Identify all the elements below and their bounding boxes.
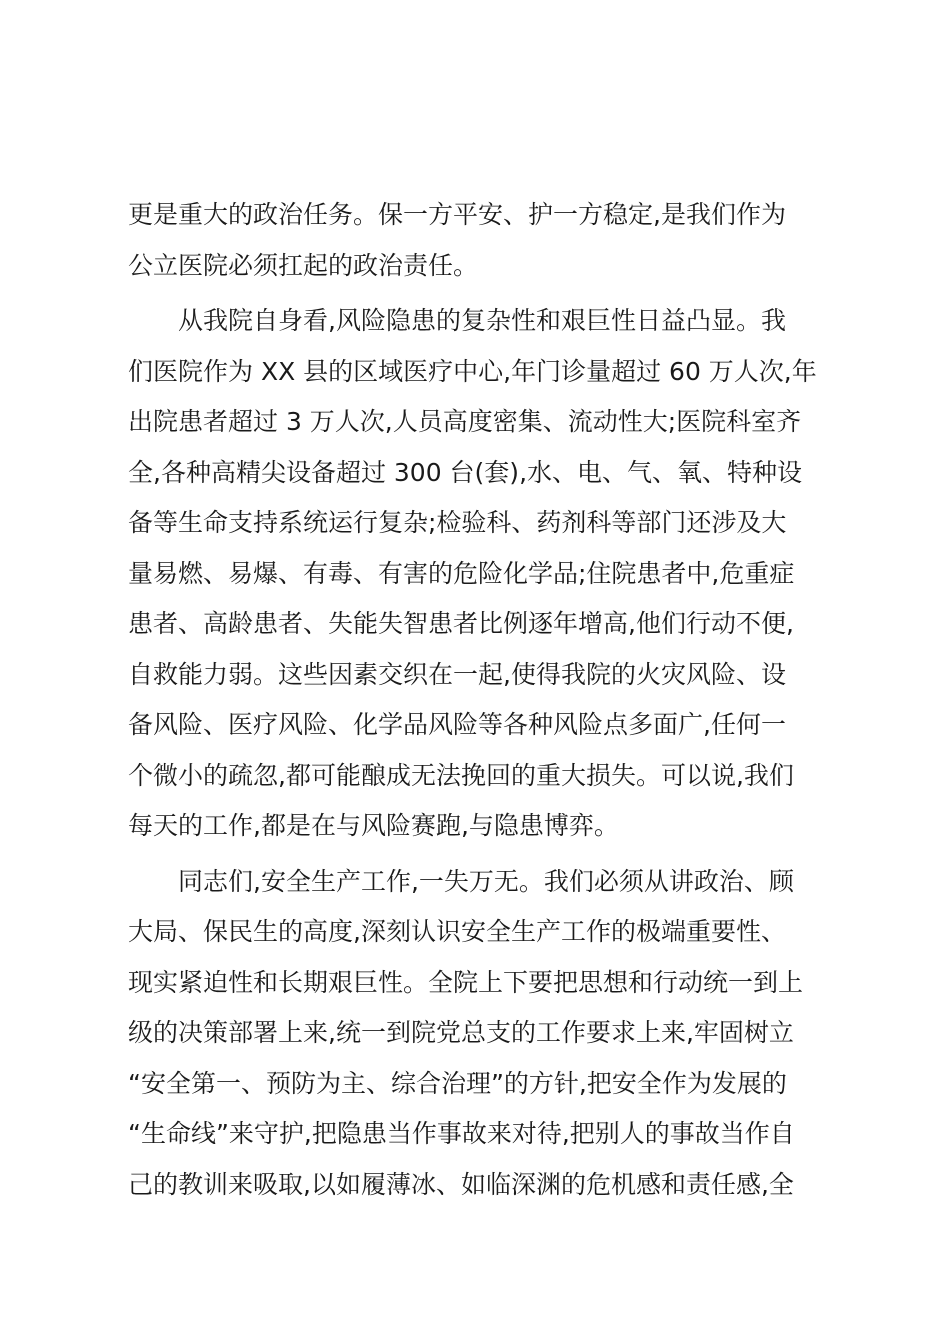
text-line: 患者、高龄患者、失能失智患者比例逐年增高,他们行动不便, xyxy=(128,609,794,638)
text-line: 现实紧迫性和长期艰巨性。全院上下要把思想和行动统一到上 xyxy=(128,967,804,997)
text-line: 出院患者超过 3 万人次,人员高度密集、流动性大;医院科室齐 xyxy=(128,407,802,436)
text-line: 量易燃、易爆、有毒、有害的危险化学品;住院患者中,危重症 xyxy=(128,558,795,588)
paragraph-1 xyxy=(128,190,828,291)
text-line: 个微小的疏忽,都可能酿成无法挽回的重大损失。可以说,我们 xyxy=(128,760,794,790)
text-line: 从我院自身看,风险隐患的复杂性和艰巨性日益凸显。我 xyxy=(128,306,786,335)
text-line: “安全第一、预防为主、综合治理”的方针,把安全作为发展的 xyxy=(128,1068,787,1098)
body-text xyxy=(128,190,828,1210)
text-line: 自救能力弱。这些因素交织在一起,使得我院的火灾风险、设 xyxy=(128,659,786,689)
text-line: 们医院作为 XX 县的区域医疗中心,年门诊量超过 60 万人次,年 xyxy=(128,356,817,386)
text-line: 大局、保民生的高度,深刻认识安全生产工作的极端重要性、 xyxy=(128,917,786,946)
text-line: 级的决策部署上来,统一到院党总支的工作要求上来,牢固树立 xyxy=(128,1018,794,1047)
text-line: 同志们,安全生产工作,一失万无。我们必须从讲政治、顾 xyxy=(128,866,794,896)
text-line: 每天的工作,都是在与风险赛跑,与隐患博弈。 xyxy=(128,811,619,840)
text-line: 更是重大的政治任务。保一方平安、护一方稳定,是我们作为 xyxy=(128,200,786,229)
text-line: 全,各种高精尖设备超过 300 台(套),水、电、气、氧、特种设 xyxy=(128,457,803,487)
paragraph-3 xyxy=(128,857,828,1211)
text-line: 备等生命支持系统运行复杂;检验科、药剂科等部门还涉及大 xyxy=(128,508,787,537)
text-line: 备风险、医疗风险、化学品风险等各种风险点多面广,任何一 xyxy=(128,710,786,739)
text-line: 公立医院必须扛起的政治责任。 xyxy=(128,250,479,280)
text-line: 己的教训来吸取,以如履薄冰、如临深渊的危机感和责任感,全 xyxy=(128,1169,794,1199)
text-line: “生命线”来守护,把隐患当作事故来对待,把别人的事故当作自 xyxy=(128,1119,795,1148)
paragraph-2 xyxy=(128,296,828,852)
